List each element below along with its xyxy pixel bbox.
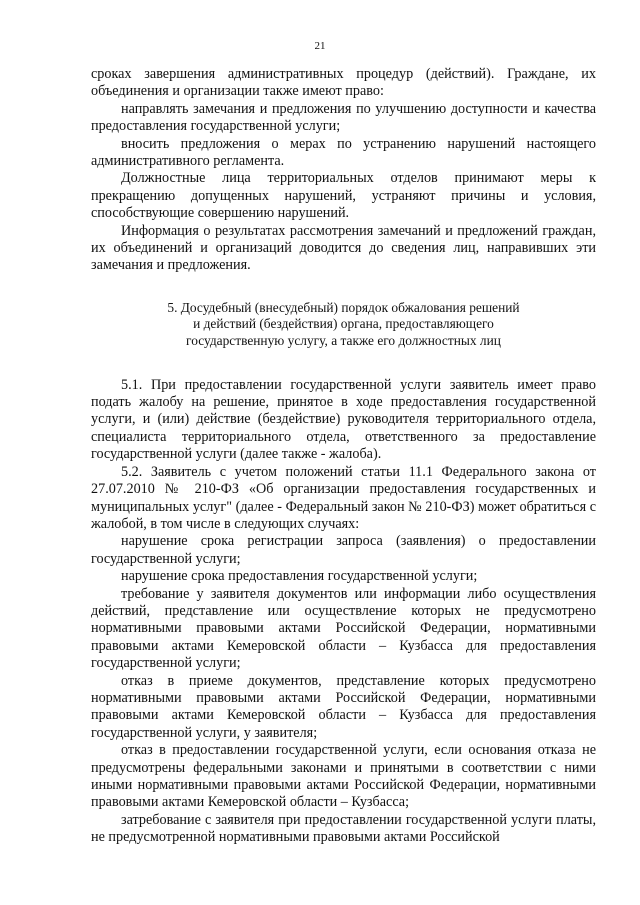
paragraph-officials-measures: Должностные лица территориальных отделов принимают меры к прекращению допущенных нарушений, устраняют причины и условия, способствующие совершению нарушений. <box>91 170 596 222</box>
list-item-case: требование у заявителя документов или информации либо осуществления действий, представление или осуществление которых не предусмотрено нормативными правовыми актами Российской Федерации, нормативными правовыми актами Кемеровской области – Кузбасса для предоставления государственной услуги; <box>91 585 596 672</box>
list-item-case: затребование с заявителя при предоставлении государственной услуги платы, не предусмотренной нормативными правовыми актами Российской <box>91 811 596 846</box>
section-heading-line: и действий (бездействия) органа, предоставляющего <box>193 316 494 332</box>
section-heading-line: государственную услугу, а также его должностных лиц <box>186 333 501 349</box>
list-item-case: отказ в приеме документов, представление которых предусмотрено нормативными правовыми актами Российской Федерации, нормативными правовыми актами Кемеровской области – Кузбасса для предоставления государственной услуги, у заявителя; <box>91 672 596 741</box>
section-heading-line: 5. Досудебный (внесудебный) порядок обжалования решений <box>167 299 520 315</box>
list-item-case: нарушение срока предоставления государственной услуги; <box>121 568 478 585</box>
page-number: 21 <box>314 40 326 52</box>
paragraph-results-info: Информация о результатах рассмотрения замечаний и предложений граждан, их объединений и организаций доводится до сведения лиц, направивших эти замечания и предложения. <box>91 222 596 274</box>
list-item-case: нарушение срока регистрации запроса (заявления) о предоставлении государственной услуги; <box>91 533 596 567</box>
paragraph-right-proposals: вносить предложения о мерах по устранению нарушений настоящего административного регламента. <box>91 135 596 170</box>
paragraph-right-remarks: направлять замечания и предложения по улучшению доступности и качества предоставления государственной услуги; <box>91 100 596 135</box>
paragraph-5-1: 5.1. При предоставлении государственной услуги заявитель имеет право подать жалобу на решение, принятое в ходе предоставления государственной услуги, и (или) действие (бездействие) руководителя территориального отдела, специалиста территориального отдела, ответственного за предоставление государственной услуги (далее также - жалоба). <box>91 376 596 463</box>
document-body <box>91 66 596 847</box>
list-item-case: отказ в предоставлении государственной услуги, если основания отказа не предусмотрены федеральными законами и принятыми в соответствии с ними иными нормативными правовыми актами Российской Федерации, нормативными правовыми актами Кемеровской области – Кузбасса; <box>91 742 596 811</box>
paragraph-continuation: сроках завершения административных процедур (действий). Граждане, их объединения и организации также имеют право: <box>91 66 596 100</box>
paragraph-5-2: 5.2. Заявитель с учетом положений статьи 11.1 Федерального закона от 27.07.2010 № 210-ФЗ «Об организации предоставления государственных и муниципальных услуг" (далее - Федеральный закон № 210-ФЗ) может обратиться с жалобой, в том числе в следующих случаях: <box>91 463 596 532</box>
section-heading <box>91 300 596 350</box>
